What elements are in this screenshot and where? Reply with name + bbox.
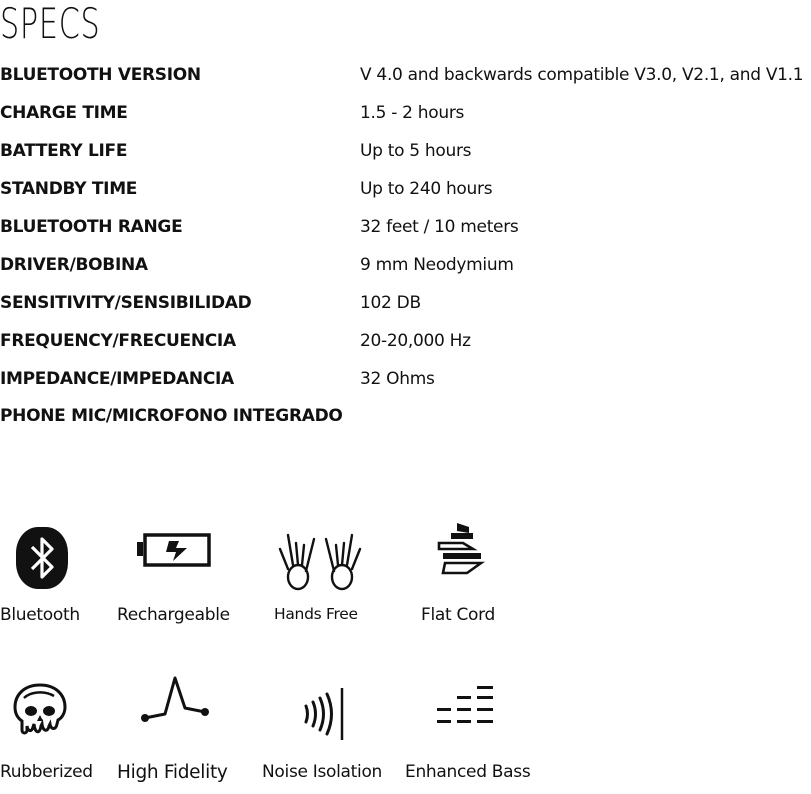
spec-label: BLUETOOTH RANGE bbox=[0, 217, 183, 237]
spec-value: 9 mm Neodymium bbox=[360, 255, 514, 275]
spec-row-frequency bbox=[0, 331, 811, 369]
battery-charging-icon bbox=[135, 531, 215, 571]
spec-value: Up to 5 hours bbox=[360, 141, 472, 161]
spec-row-bluetooth-version bbox=[0, 65, 811, 103]
sound-waves-wall-icon bbox=[300, 684, 350, 740]
spec-label: BLUETOOTH VERSION bbox=[0, 65, 201, 85]
spec-row-driver bbox=[0, 255, 811, 293]
feature-label: Enhanced Bass bbox=[405, 762, 531, 782]
feature-high-fidelity bbox=[117, 684, 257, 794]
feature-label: Bluetooth bbox=[0, 605, 80, 625]
spec-value: V 4.0 and backwards compatible V3.0, V2.1, and V1.1 bbox=[360, 65, 804, 85]
spec-row-phone-mic bbox=[0, 406, 811, 444]
page-title: SPECS bbox=[0, 0, 101, 48]
flat-cord-icon bbox=[429, 521, 489, 583]
spec-label: FREQUENCY/FRECUENCIA bbox=[0, 331, 236, 351]
feature-noise-isolation bbox=[262, 684, 402, 794]
spec-row-battery-life bbox=[0, 141, 811, 179]
spec-row-impedance bbox=[0, 369, 811, 407]
feature-label: High Fidelity bbox=[117, 762, 228, 783]
spec-label: DRIVER/BOBINA bbox=[0, 255, 148, 275]
spec-value: 102 DB bbox=[360, 293, 421, 313]
feature-hands-free bbox=[274, 527, 414, 637]
feature-label: Rubberized bbox=[0, 762, 93, 782]
spec-value: 1.5 - 2 hours bbox=[360, 103, 465, 123]
spec-label: IMPEDANCE/IMPEDANCIA bbox=[0, 369, 234, 389]
dripping-skull-icon bbox=[10, 682, 70, 742]
feature-label: Noise Isolation bbox=[262, 762, 383, 782]
spec-label: BATTERY LIFE bbox=[0, 141, 128, 161]
feature-rechargeable bbox=[117, 527, 257, 637]
spec-row-sensitivity bbox=[0, 293, 811, 331]
spec-label: SENSITIVITY/SENSIBILIDAD bbox=[0, 293, 252, 313]
feature-label: Flat Cord bbox=[421, 605, 496, 625]
bluetooth-icon bbox=[14, 527, 70, 591]
spec-row-bluetooth-range bbox=[0, 217, 811, 255]
spec-label: CHARGE TIME bbox=[0, 103, 128, 123]
feature-label: Hands Free bbox=[274, 605, 358, 623]
spec-label: STANDBY TIME bbox=[0, 179, 138, 199]
spec-value: Up to 240 hours bbox=[360, 179, 493, 199]
feature-flat-cord bbox=[421, 527, 561, 637]
spec-row-charge-time bbox=[0, 103, 811, 141]
skeleton-hands-icon bbox=[274, 529, 366, 595]
waveform-line-icon bbox=[137, 672, 237, 728]
spec-label: PHONE MIC/MICROFONO INTEGRADO bbox=[0, 406, 343, 426]
feature-label: Rechargeable bbox=[117, 605, 230, 625]
feature-enhanced-bass bbox=[405, 684, 545, 794]
spec-value: 20-20,000 Hz bbox=[360, 331, 471, 351]
spec-value: 32 Ohms bbox=[360, 369, 435, 389]
spec-value: 32 feet / 10 meters bbox=[360, 217, 519, 237]
spec-row-standby-time bbox=[0, 179, 811, 217]
equalizer-bars-icon bbox=[433, 684, 497, 730]
